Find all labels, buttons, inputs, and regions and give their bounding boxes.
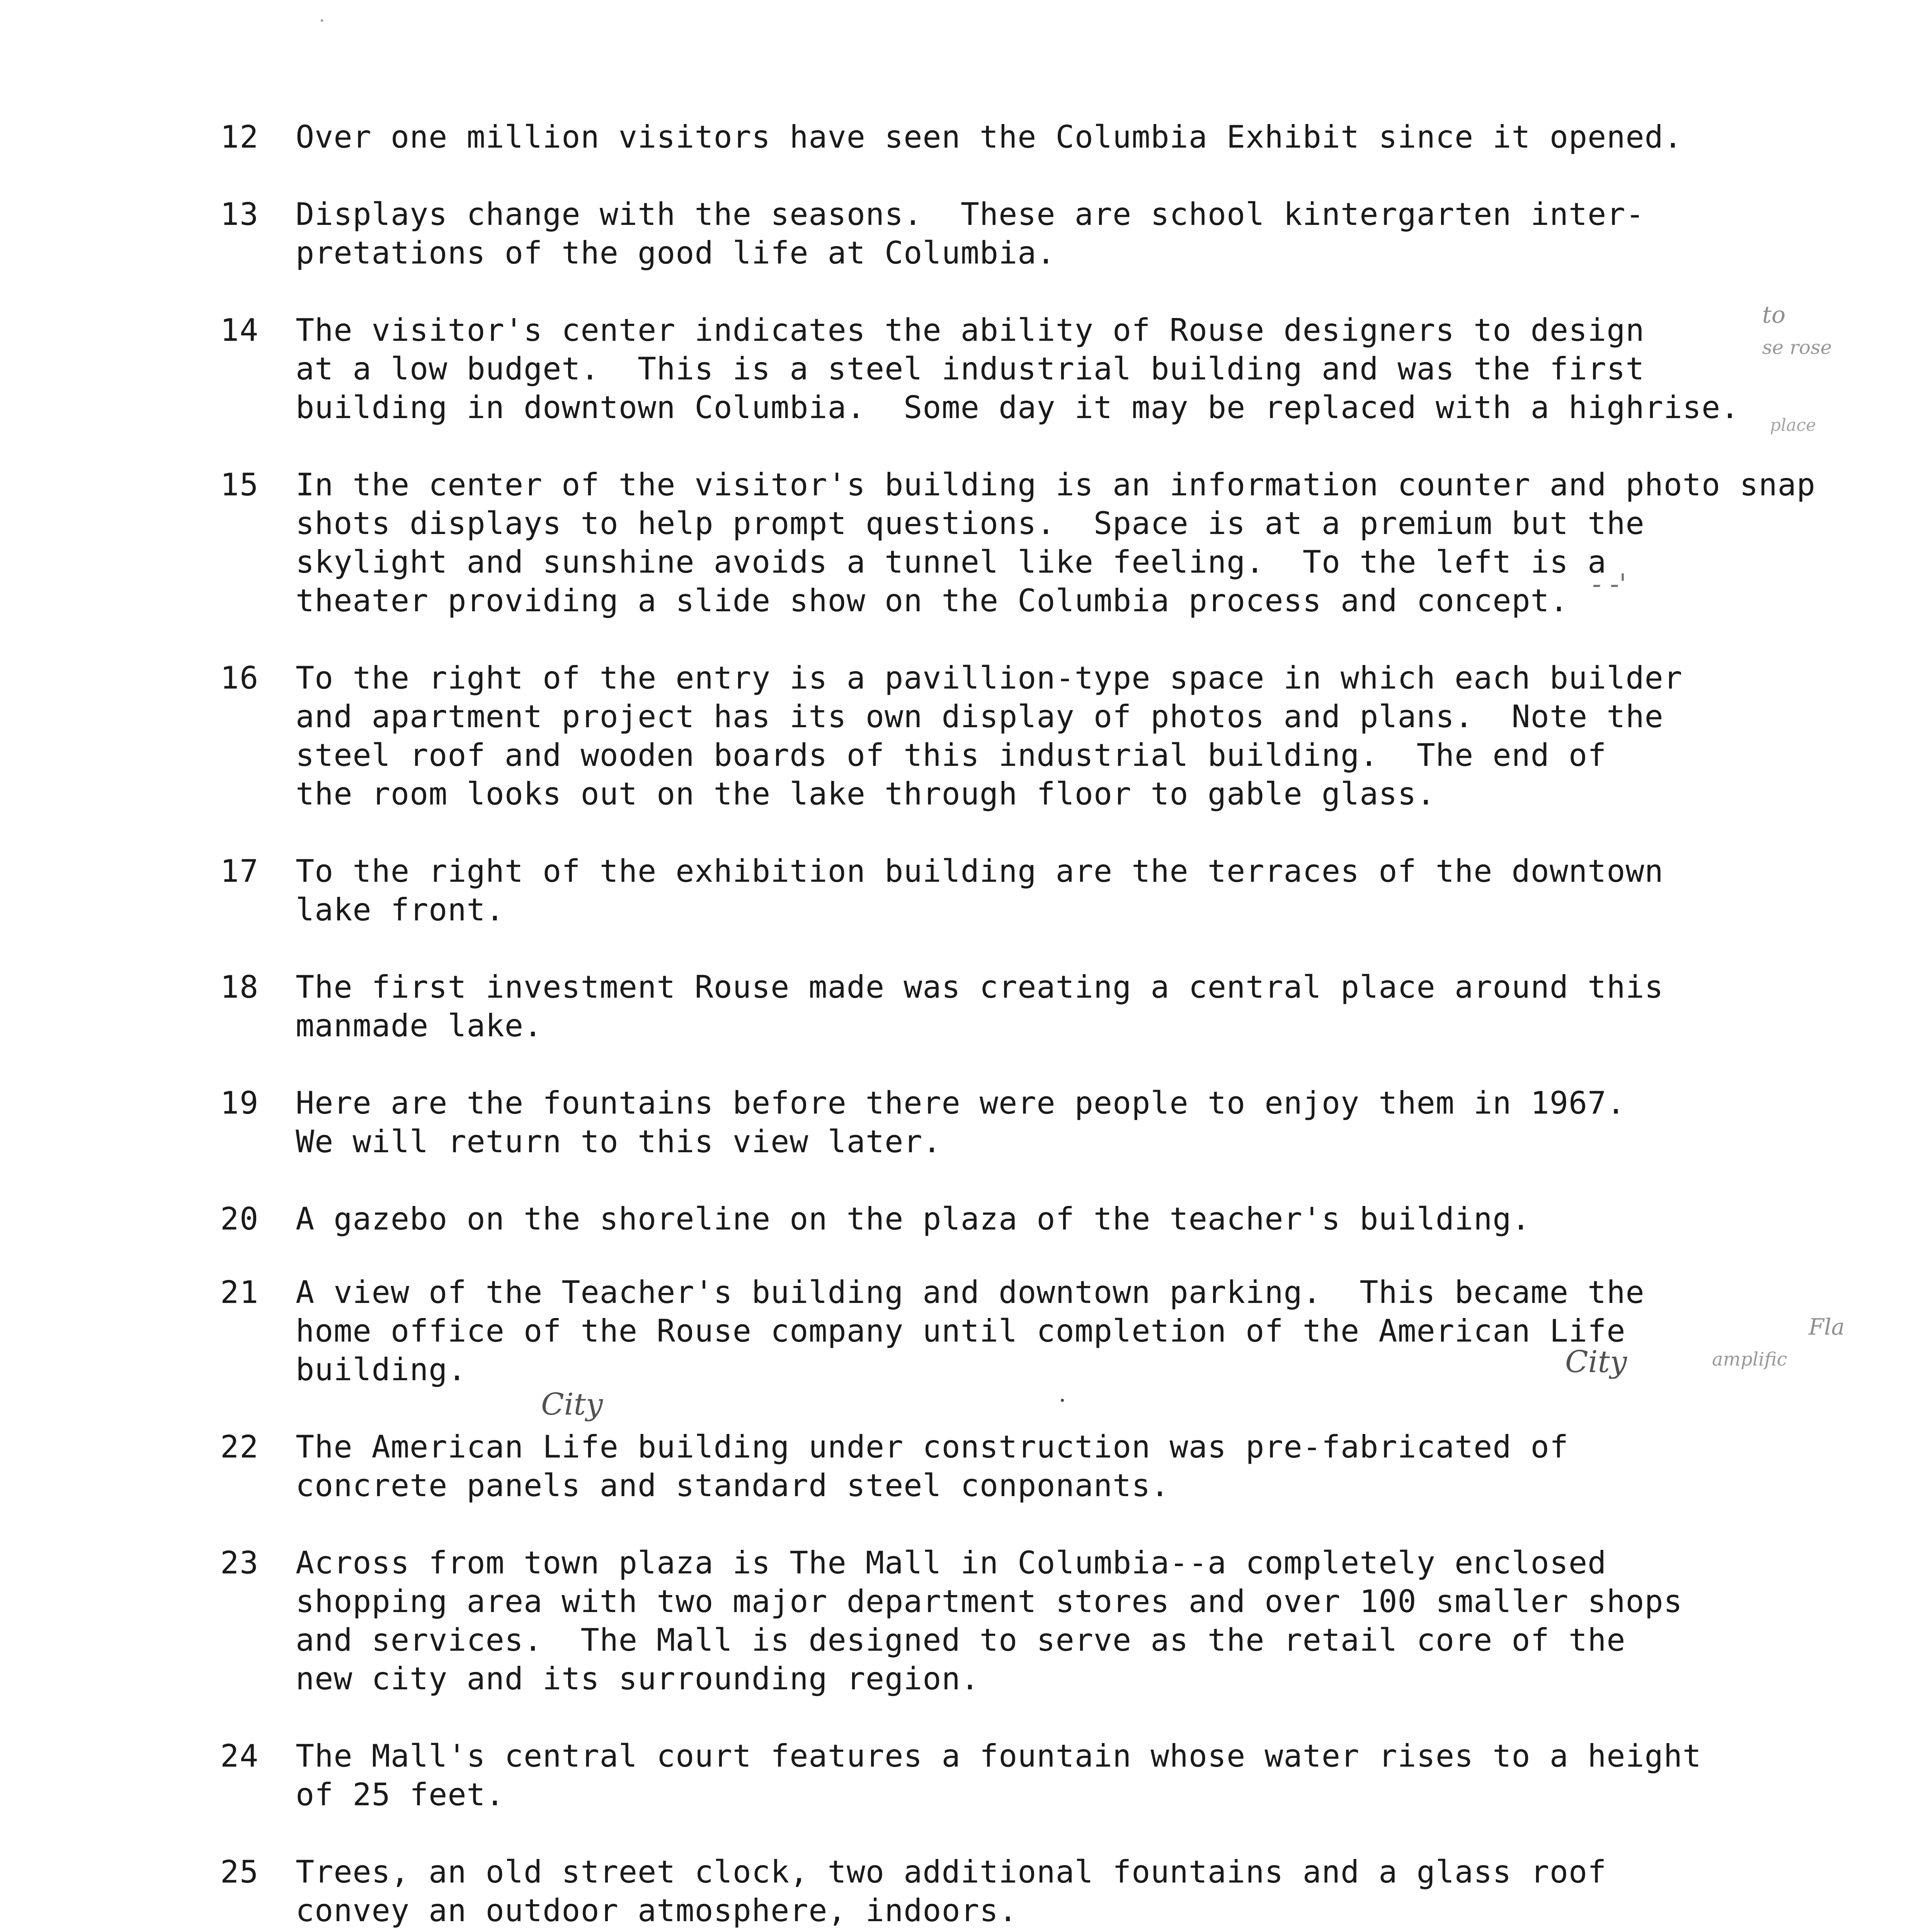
text-line: Across from town plaza is The Mall in Columbia--a completely enclosed: [296, 1545, 1607, 1581]
handwritten-note: to: [1762, 301, 1786, 328]
entry-number: 15: [220, 467, 259, 503]
text-line: shots displays to help prompt questions. Space is at a premium but the: [296, 505, 1645, 541]
entry-text: [296, 968, 1916, 1045]
text-line: To the right of the exhibition building are the terraces of the downtown: [296, 853, 1664, 889]
text-line: A view of the Teacher's building and downtown parking. This became the: [296, 1274, 1645, 1310]
text-line: at a low budget. This is a steel industrial building and was the first: [296, 351, 1645, 387]
entry-number: 24: [220, 1738, 259, 1774]
text-line: shopping area with two major department stores and over 100 smaller shops: [296, 1583, 1683, 1619]
entry-text: [296, 852, 1916, 929]
entry-number: 17: [220, 853, 259, 889]
text-line: In the center of the visitor's building is an information counter and photo snap: [296, 467, 1816, 503]
text-line: building in downtown Columbia. Some day it may be replaced with a highrise.: [296, 389, 1740, 425]
text-line: lake front.: [296, 892, 505, 928]
entry-text: [296, 1084, 1916, 1161]
entry-number: 14: [220, 312, 259, 348]
text-line: home office of the Rouse company until completion of the American Life: [296, 1313, 1626, 1349]
text-line: pretations of the good life at Columbia.: [296, 235, 1056, 271]
entry-text: [296, 659, 1916, 813]
text-line: To the right of the entry is a pavillion-type space in which each builder: [296, 660, 1683, 696]
text-line: concrete panels and standard steel conponants.: [296, 1468, 1170, 1503]
entry-text: [296, 1853, 1916, 1930]
entry-number: 25: [220, 1854, 259, 1890]
entry-text: [296, 1200, 1916, 1238]
handwritten-mark: - -': [1592, 568, 1627, 600]
text-line: The first investment Rouse made was creating a central place around this: [296, 969, 1664, 1005]
text-line: convey an outdoor atmosphere, indoors.: [296, 1893, 1018, 1929]
text-line: building.: [296, 1352, 467, 1388]
entry-text: [296, 1544, 1916, 1698]
text-line: the room looks out on the lake through floor to gable glass.: [296, 776, 1436, 812]
text-line: new city and its surrounding region.: [296, 1661, 980, 1697]
text-line: and services. The Mall is designed to serve as the retail core of the: [296, 1622, 1626, 1658]
text-line: The American Life building under construction was pre-fabricated of: [296, 1429, 1569, 1465]
entry-text: [296, 1273, 1916, 1389]
text-line: Here are the fountains before there were people to enjoy them in 1967.: [296, 1085, 1626, 1121]
entry-text: [296, 1428, 1916, 1505]
text-line: Over one million visitors have seen the Columbia Exhibit since it opened.: [296, 119, 1683, 155]
entry-number: 20: [220, 1201, 259, 1237]
handwritten-note: se rose: [1762, 336, 1832, 359]
text-line: Displays change with the seasons. These are school kintergarten inter-: [296, 196, 1645, 232]
text-line: The visitor's center indicates the ability of Rouse designers to design: [296, 312, 1645, 348]
text-line: and apartment project has its own display of photos and plans. Note the: [296, 699, 1664, 735]
text-line: We will return to this view later.: [296, 1124, 942, 1160]
handwritten-correction: City: [541, 1387, 603, 1422]
entry-text: [296, 466, 1916, 620]
entry-number: 21: [220, 1274, 259, 1310]
entry-number: 23: [220, 1545, 259, 1581]
text-line: manmade lake.: [296, 1008, 543, 1044]
entry-number: 18: [220, 969, 259, 1005]
entry-number: 13: [220, 196, 259, 232]
handwritten-note: amplific: [1712, 1349, 1787, 1370]
text-line: Trees, an old street clock, two additional fountains and a glass roof: [296, 1854, 1607, 1890]
speck: [1061, 1399, 1064, 1402]
handwritten-note: place: [1770, 415, 1816, 435]
entry-number: 12: [220, 119, 259, 155]
text-line: The Mall's central court features a fountain whose water rises to a height: [296, 1738, 1702, 1774]
handwritten-correction: City: [1565, 1345, 1627, 1379]
handwritten-note: Fla: [1809, 1314, 1845, 1340]
entry-number: 19: [220, 1085, 259, 1121]
text-line: theater providing a slide show on the Columbia process and concept.: [296, 583, 1569, 619]
entry-text: [296, 118, 1916, 156]
entry-number: 16: [220, 660, 259, 696]
text-line: skylight and sunshine avoids a tunnel like feeling. To the left is a: [296, 544, 1607, 580]
entry-text: [296, 1737, 1916, 1814]
entry-text: [296, 311, 1916, 427]
text-line: A gazebo on the shoreline on the plaza of the teacher's building.: [296, 1201, 1531, 1237]
entry-number: 22: [220, 1429, 259, 1465]
text-line: of 25 feet.: [296, 1777, 505, 1813]
text-line: steel roof and wooden boards of this industrial building. The end of: [296, 737, 1607, 773]
speck: [321, 19, 323, 22]
entry-text: [296, 195, 1916, 272]
